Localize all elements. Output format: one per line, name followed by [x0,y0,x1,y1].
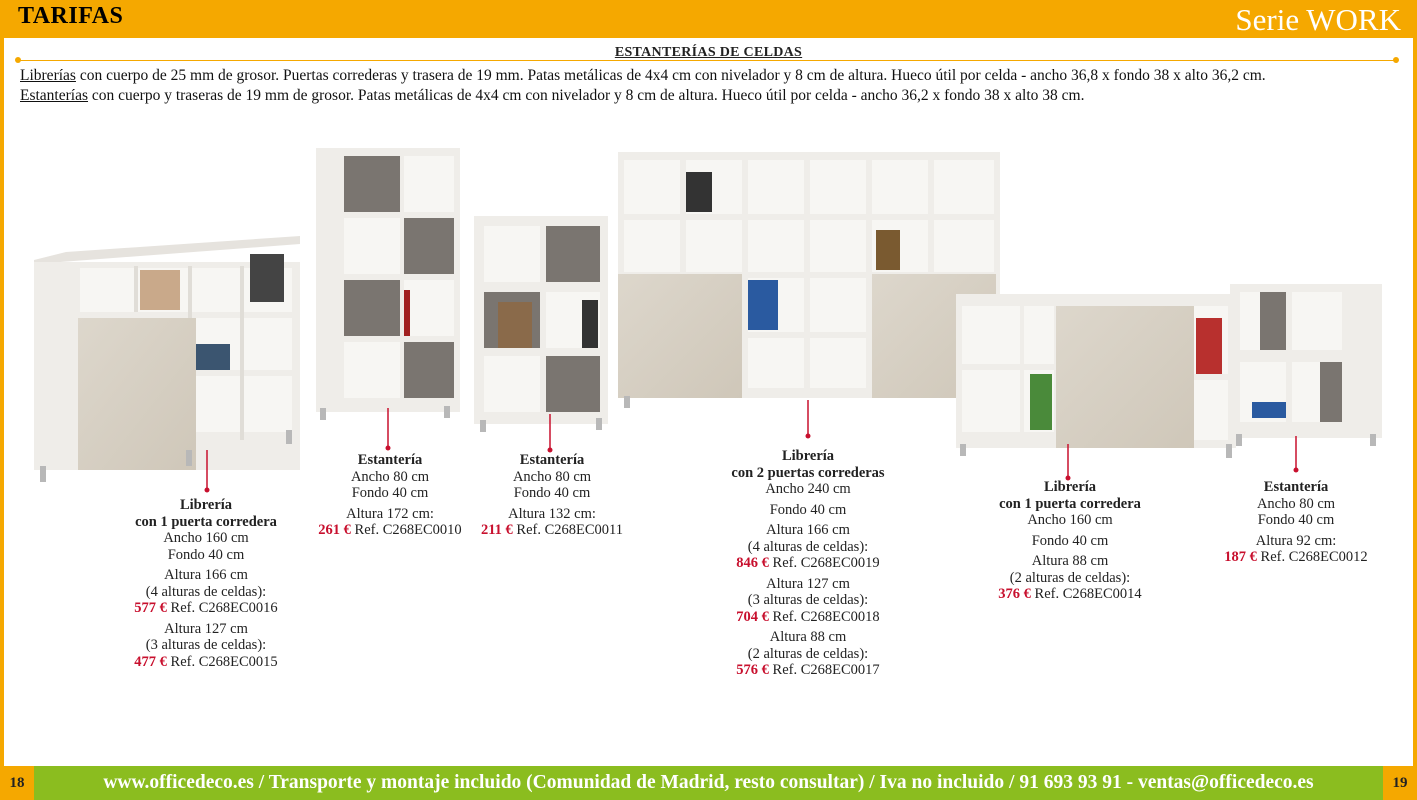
price: 187 € [1224,549,1257,565]
price: 846 € [736,555,769,571]
price: 704 € [736,608,769,625]
spec-librería-1-puerta-88: Librería con 1 puerta corredera Ancho 160 cm Fondo 40 cm Altura 88 cm (2 alturas de celdas): 376 € Ref. C268EC0014 [998,479,1142,602]
estantería-172-image [316,148,460,451]
intro-line-estanterias: Estanterías con cuerpo y traseras de 19 mm de grosor. Patas metálicas de 4x4 cm con nivelador y 8 cm de altura. Hueco útil por celda - ancho 36,2 x fondo 38 x alto 38 cm. [20,87,1085,104]
estantería-132-image [474,216,608,453]
estantería-92-image [1230,284,1382,473]
page-number-right: 19 [1383,766,1417,800]
price: 376 € [998,586,1031,602]
price: 477 € [134,653,167,670]
librería-1-puerta-88-image [956,294,1236,481]
footer-contact-text: www.officedeco.es / Transporte y montaje incluido (Comunidad de Madrid, resto consultar) / Iva no incluido / 91 693 93 91 - ventas@officedeco.es [103,772,1314,793]
price: 577 € [134,600,167,616]
spec-estantería-132: Estantería Ancho 80 cm Fondo 40 cm Altura 132 cm: 211 € Ref. C268EC0011 [480,452,624,538]
librería-2-puertas-166-image [618,152,1000,439]
section-title: ESTANTERÍAS DE CELDAS [614,45,803,60]
series-name: Serie WORK [1235,2,1401,37]
spec-librería-2-puertas: Librería con 2 puertas correderas Ancho 240 cm Fondo 40 cm Altura 166 cm (4 alturas de celdas): 846 € Ref. C268EC0019 Altura 127 cm (3 alturas de celdas): 704 € Ref. C268EC0018 Altura 88 cm (2 alturas de celdas): 576 € Ref. C268EC0017 [731,448,885,678]
intro-line-librerias: Librerías con cuerpo de 25 mm de grosor. Puertas correderas y trasera de 19 mm. Patas metálicas de 4x4 cm con nivelador y 8 cm de altura. Hueco útil por celda - ancho 36,8 x fondo 38 x alto 36,2 cm. [20,67,1266,84]
price: 261 € [318,522,351,538]
header-title: TARIFAS [18,3,124,29]
spec-estantería-172: Estantería Ancho 80 cm Fondo 40 cm Altura 172 cm: 261 € Ref. C268EC0010 [318,452,462,538]
price: 211 € [480,522,513,538]
spec-estantería-92: Estantería Ancho 80 cm Fondo 40 cm Altura 92 cm: 187 € Ref. C268EC0012 [1224,479,1368,565]
price: 576 € [736,662,769,678]
spec-librería-1-puerta-166: Librería con 1 puerta corredera Ancho 160 cm Fondo 40 cm Altura 166 cm (4 alturas de celdas): 577 € Ref. C268EC0016 Altura 127 cm (3 alturas de celdas): 477 € Ref. C268EC0015 [134,497,278,670]
page-number-left: 18 [0,766,34,800]
librería-1-puerta-166-image [34,236,300,493]
